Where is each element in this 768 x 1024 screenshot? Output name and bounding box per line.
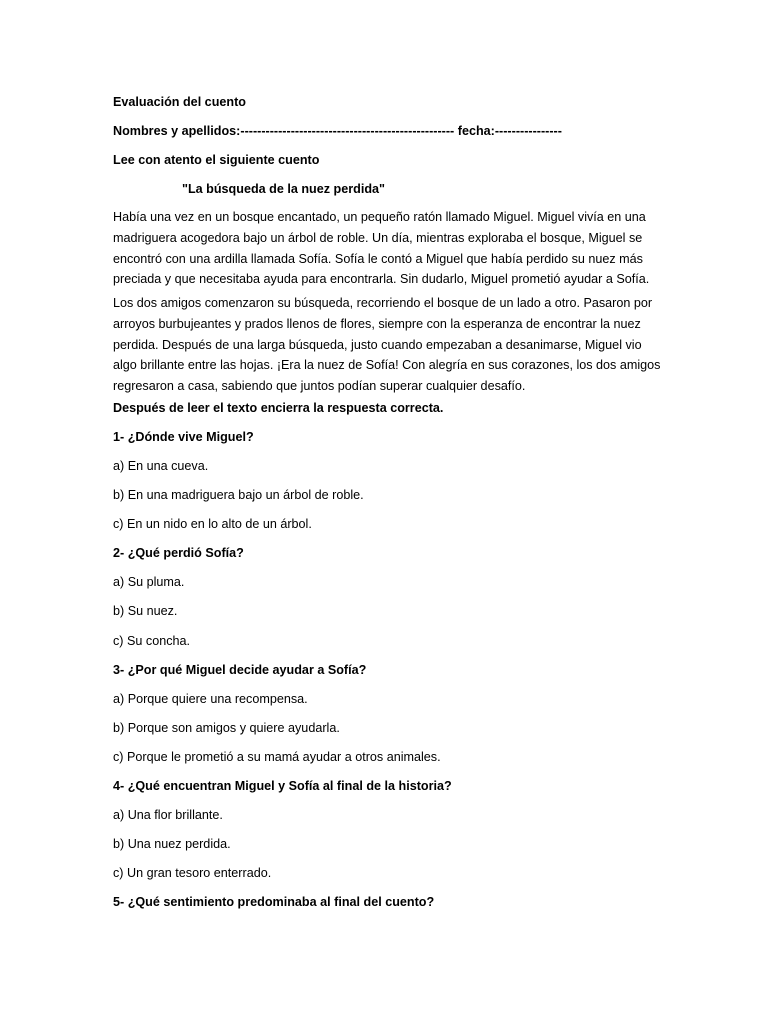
story-line: madriguera acogedora bajo un árbol de roble. Un día, mientras exploraba el bosque, Miguel se	[113, 230, 643, 245]
question-3-option-b[interactable]: b) Porque son amigos y quiere ayudarla.	[113, 721, 340, 735]
story-line: Los dos amigos comenzaron su búsqueda, recorriendo el bosque de un lado a otro. Pasaron por	[113, 296, 653, 310]
question-2-option-a[interactable]: a) Su pluma.	[113, 575, 185, 589]
question-3: 3- ¿Por qué Miguel decide ayudar a Sofía?	[113, 663, 367, 677]
question-1-option-b[interactable]: b) En una madriguera bajo un árbol de roble.	[113, 488, 364, 502]
story-line: preciada y que necesitaba ayuda para encontrarla. Sin dudarlo, Miguel prometió ayudar a Sofía.	[113, 272, 650, 287]
reading-instruction: Lee con atento el siguiente cuento	[113, 153, 320, 167]
question-4-option-c[interactable]: c) Un gran tesoro enterrado.	[113, 866, 272, 880]
story-paragraph-1	[113, 207, 653, 290]
question-5: 5- ¿Qué sentimiento predominaba al final del cuento?	[113, 895, 435, 909]
question-1: 1- ¿Dónde vive Miguel?	[113, 430, 254, 444]
story-line: algo brillante entre las hojas. ¡Era la nuez de Sofía! Con alegría en sus corazones, los dos amigos	[113, 358, 661, 373]
story-line: arroyos burbujeantes y prados llenos de flores, siempre con la esperanza de encontrar la nuez	[113, 316, 641, 331]
quiz-instruction: Después de leer el texto encierra la respuesta correcta.	[113, 401, 444, 415]
names-date-line: Nombres y apellidos:--------------------------------------------------- fecha:----------------	[113, 124, 562, 138]
story-line: regresaron a casa, sabiendo que juntos podían superar cualquier desafío.	[113, 379, 526, 394]
question-1-option-a[interactable]: a) En una cueva.	[113, 459, 209, 473]
question-2: 2- ¿Qué perdió Sofía?	[113, 546, 244, 560]
question-2-option-b[interactable]: b) Su nuez.	[113, 604, 178, 618]
document-title: Evaluación del cuento	[113, 95, 246, 109]
question-3-option-a[interactable]: a) Porque quiere una recompensa.	[113, 692, 308, 706]
story-line: Había una vez en un bosque encantado, un pequeño ratón llamado Miguel. Miguel vivía en una	[113, 210, 646, 224]
question-4: 4- ¿Qué encuentran Miguel y Sofía al final de la historia?	[113, 779, 452, 793]
question-4-option-b[interactable]: b) Una nuez perdida.	[113, 837, 231, 851]
question-1-option-c[interactable]: c) En un nido en lo alto de un árbol.	[113, 517, 312, 531]
question-3-option-c[interactable]: c) Porque le prometió a su mamá ayudar a otros animales.	[113, 750, 441, 764]
story-line: perdida. Después de una larga búsqueda, justo cuando empezaban a desanimarse, Miguel vio	[113, 337, 642, 352]
story-title: "La búsqueda de la nuez perdida"	[182, 182, 385, 196]
question-2-option-c[interactable]: c) Su concha.	[113, 634, 191, 648]
question-4-option-a[interactable]: a) Una flor brillante.	[113, 808, 223, 822]
story-line: encontró con una ardilla llamada Sofía. Sofía le contó a Miguel que había perdido su nuez más	[113, 251, 643, 266]
story-paragraph-2	[113, 293, 661, 397]
